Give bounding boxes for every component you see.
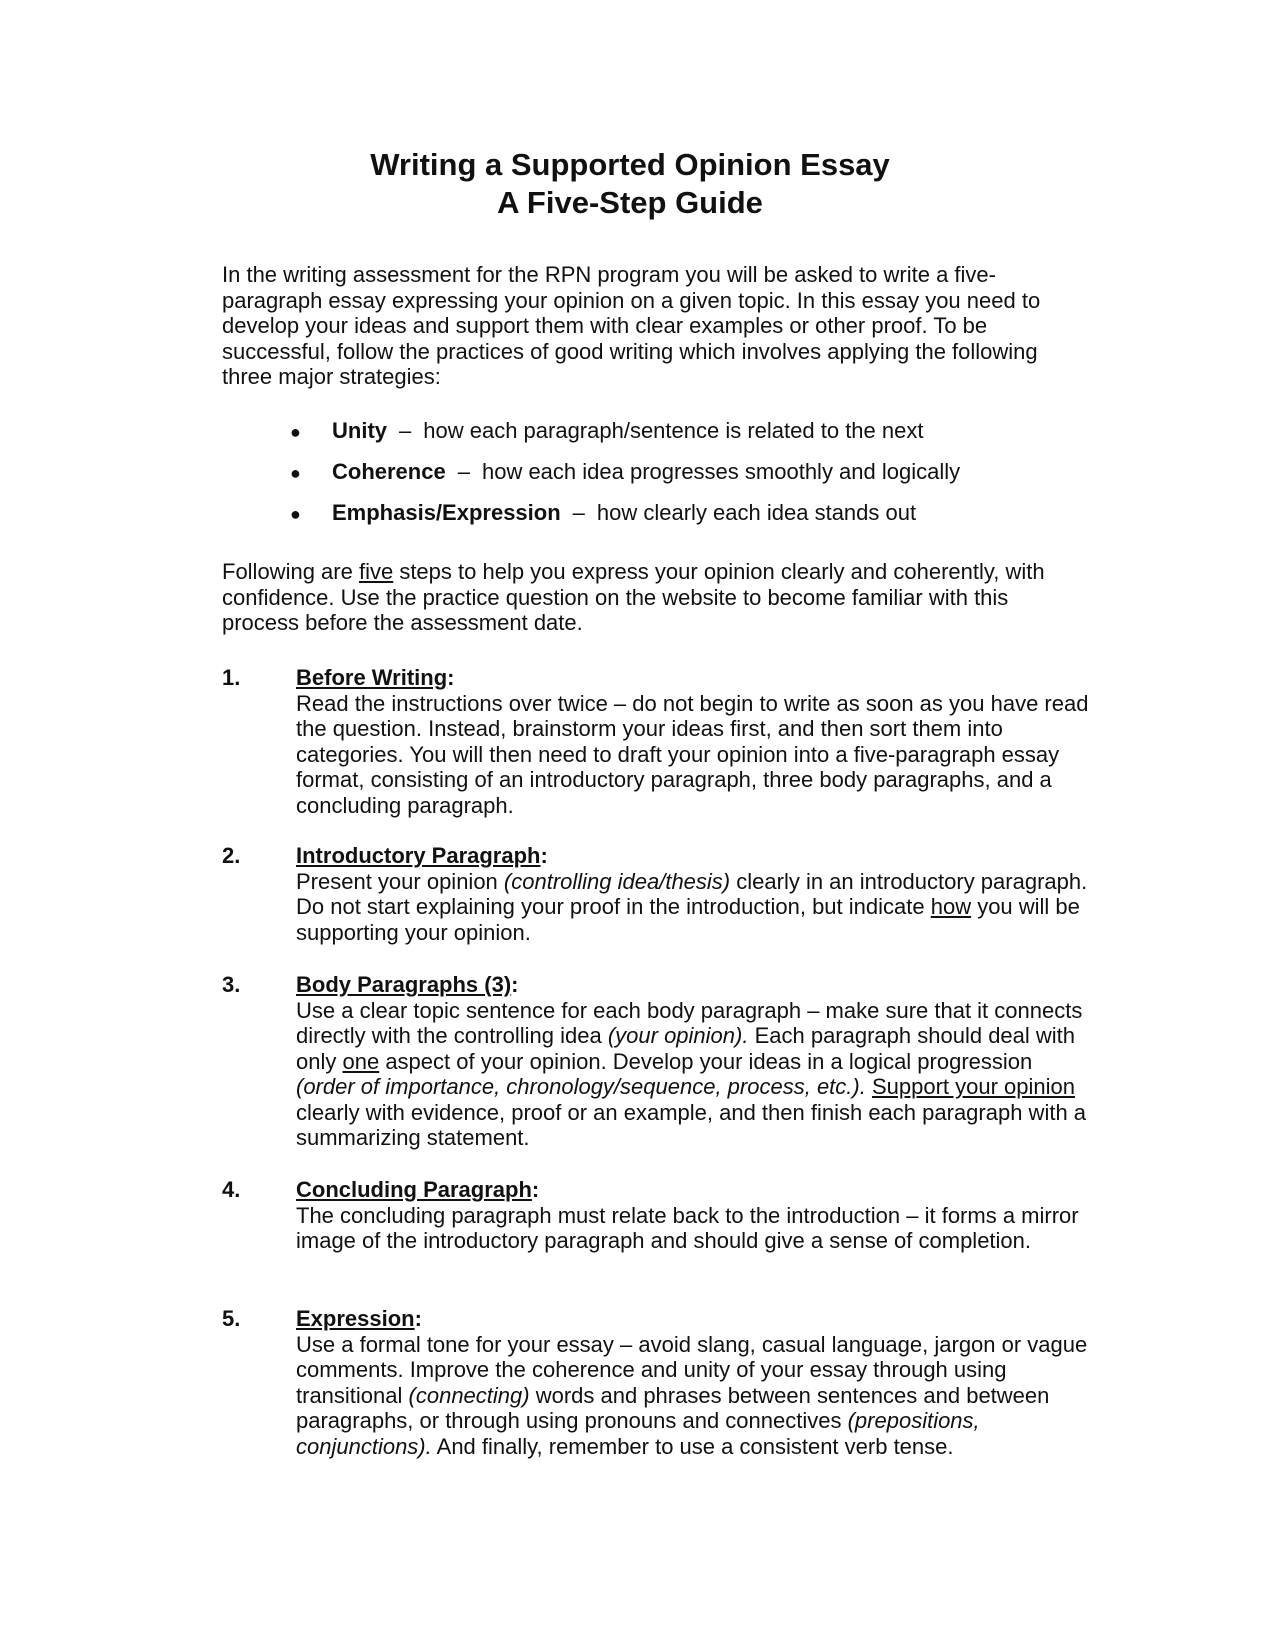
text-run-italic: (your opinion). xyxy=(607,1023,749,1048)
step-heading-text: Introductory Paragraph xyxy=(296,843,541,868)
strategy-item xyxy=(290,418,960,459)
step-text xyxy=(296,869,1096,946)
text-run: words and phrases between sentences and between paragraphs, or through using pronouns and connectives xyxy=(296,1382,1050,1433)
document-title xyxy=(0,146,1260,222)
step-heading xyxy=(296,1306,1096,1332)
step-text xyxy=(296,998,1096,1151)
step-heading-text: Body Paragraphs (3) xyxy=(296,972,512,997)
bullet-icon: ● xyxy=(290,463,301,483)
strategy-item xyxy=(290,459,960,500)
step-heading-colon: : xyxy=(511,972,519,997)
text-run-underlined: how xyxy=(930,894,972,919)
text-run: you will be supporting your opinion. xyxy=(296,894,1080,945)
intro-paragraph: In the writing assessment for the RPN program you will be asked to write a five-paragraph essay expressing your opinion on a given topic. In this essay you need to develop your ideas and support them with clear examples or other proof. To be successful, follow the practices of good writing which involves applying the following three major strategies: xyxy=(222,262,1041,389)
strategy-term: Coherence xyxy=(332,459,446,484)
step-body xyxy=(296,1177,1096,1254)
strategy-term: Unity xyxy=(332,418,387,443)
text-run-italic: (controlling idea/thesis) xyxy=(503,868,731,894)
step-number: 2. xyxy=(222,843,241,868)
strategy-item xyxy=(290,500,960,541)
text-run-underlined: one xyxy=(342,1048,380,1074)
strategy-dash: – xyxy=(457,459,470,484)
title-line-2: A Five-Step Guide xyxy=(497,185,763,220)
step-body xyxy=(296,665,1096,818)
text-run: Use a formal tone for your essay – avoid slang, casual language, jargon or vague comments. Improve the coherence and unity of your essay through using transitional xyxy=(296,1331,1088,1408)
following-paragraph xyxy=(222,559,1082,636)
strategy-description: how clearly each idea stands out xyxy=(596,500,917,525)
text-run: And finally, remember to use a consistent verb tense. xyxy=(431,1433,954,1459)
strategy-term: Emphasis/Expression xyxy=(332,500,561,525)
step-heading xyxy=(296,843,1096,869)
step-heading xyxy=(296,665,1096,691)
text-run-italic: (order of importance, chronology/sequence, process, etc.). xyxy=(296,1074,866,1099)
strategy-list xyxy=(290,418,960,541)
step-body xyxy=(296,972,1096,1151)
text-run: aspect of your opinion. Develop your ideas in a logical progression xyxy=(379,1048,1033,1074)
following-emphasis: five xyxy=(358,559,394,584)
step-heading-colon: : xyxy=(531,1177,540,1202)
text-run-underlined: Support your opinion xyxy=(871,1074,1075,1099)
text-run: Each paragraph should deal with only xyxy=(296,1023,1076,1074)
text-run-italic: (prepositions, conjunctions). xyxy=(296,1408,980,1459)
step-heading-colon: : xyxy=(414,1306,422,1331)
following-text-start: Following are xyxy=(222,559,359,584)
strategy-dash: – xyxy=(399,418,412,443)
text-run: Present your opinion xyxy=(296,868,504,894)
strategy-description: how each paragraph/sentence is related to the next xyxy=(423,418,924,443)
bullet-icon: ● xyxy=(290,422,301,442)
text-run-italic: (connecting) xyxy=(408,1382,530,1408)
step-number: 3. xyxy=(222,972,241,997)
following-text-end: steps to help you express your opinion clearly and coherently, with confidence. Use the practice question on the website to become familiar with this process before the assessment date. xyxy=(222,559,1045,635)
step-text xyxy=(296,1332,1096,1460)
step-heading-text: Expression xyxy=(296,1306,415,1331)
step-text: The concluding paragraph must relate back to the introduction – it forms a mirror image of the introductory paragraph and should give a sense of completion. xyxy=(296,1202,1079,1253)
title-line-1: Writing a Supported Opinion Essay xyxy=(370,147,890,182)
step-text: Read the instructions over twice – do not begin to write as soon as you have read the question. Instead, brainstorm your ideas first, and then sort them into categories. You will then need to draft your opinion into a five-paragraph essay format, consisting of an introductory paragraph, three body paragraphs, and a concluding paragraph. xyxy=(296,690,1089,818)
text-run: Use a clear topic sentence for each body paragraph – make sure that it connects directly with the controlling idea xyxy=(296,997,1083,1048)
text-run: clearly in an introductory paragraph. Do not start explaining your proof in the introduction, but indicate xyxy=(296,868,1088,919)
step-body xyxy=(296,1306,1096,1459)
step-heading-colon: : xyxy=(540,843,548,868)
step-number: 4. xyxy=(222,1177,241,1202)
bullet-icon: ● xyxy=(290,504,301,524)
step-heading xyxy=(296,972,1096,998)
step-body xyxy=(296,843,1096,945)
strategy-description: how each idea progresses smoothly and logically xyxy=(481,459,961,484)
text-run: clearly with evidence, proof or an example, and then finish each paragraph with a summarizing statement. xyxy=(296,1099,1087,1150)
step-number: 1. xyxy=(222,665,241,690)
step-heading-colon: : xyxy=(447,665,455,690)
step-heading xyxy=(296,1177,1096,1203)
step-heading-text: Concluding Paragraph xyxy=(296,1177,532,1202)
step-number: 5. xyxy=(222,1306,241,1331)
strategy-dash: – xyxy=(572,500,585,525)
step-heading-text: Before Writing xyxy=(296,665,448,690)
